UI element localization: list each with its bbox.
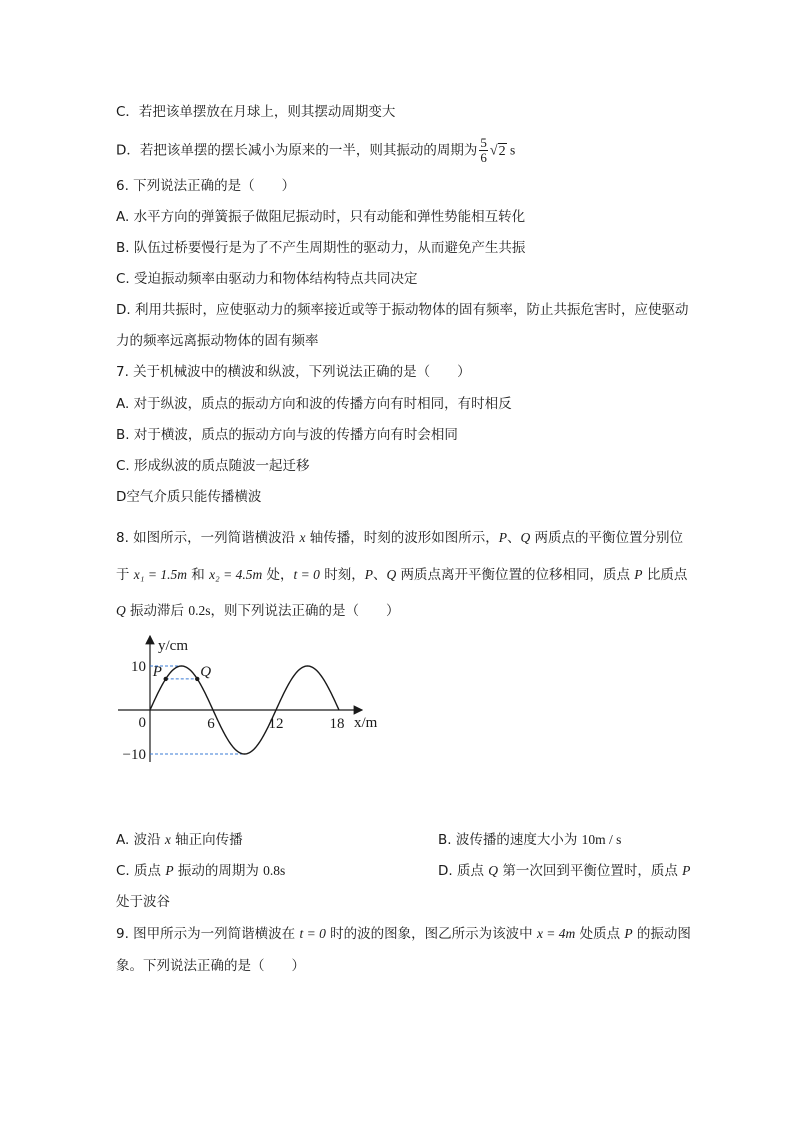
q8-text: 振动滞后 <box>125 603 189 619</box>
q8-stem-line3 <box>116 601 399 621</box>
frac-denominator: 6 <box>480 150 487 165</box>
q5-option-c: C．若把该单摆放在月球上，则其摆动周期变大 <box>116 104 396 120</box>
q6-option-c: C. 受迫振动频率由驱动力和物体结构特点共同决定 <box>116 271 418 287</box>
q8-text: 两质点的平衡位置分别位 <box>530 530 684 546</box>
q8-text: 和 <box>186 567 210 583</box>
origin-label: 0 <box>138 715 146 731</box>
q8-text: 8. 如图所示，一列简谐横波沿 <box>116 530 300 546</box>
q9-t0: t = 0 <box>299 926 326 941</box>
q8-text: 第一次回到平衡位置时，质点 <box>498 863 683 879</box>
q9-stem-line1 <box>116 924 691 944</box>
x-tick-12: 12 <box>268 716 284 732</box>
q8-stem-line1 <box>116 528 683 548</box>
q8-option-a <box>116 830 243 850</box>
q8-text: 、 <box>507 530 521 546</box>
q8-text: ，则下列说法正确的是（ ） <box>210 603 400 619</box>
q5-option-d <box>116 136 515 165</box>
q9-text: 9. 图甲所示为一列简谐横波在 <box>116 926 300 942</box>
q8-period: 0.8s <box>263 863 286 878</box>
q8-var-q: Q <box>386 567 397 582</box>
q8-option-d-line2: 处于波谷 <box>116 894 170 910</box>
q8-text: 时刻， <box>319 567 365 583</box>
point-p <box>164 677 168 681</box>
q6-option-b: B. 队伍过桥要慢行是为了不产生周期性的驱动力，从而避免产生共振 <box>116 240 526 256</box>
q6-stem: 6. 下列说法正确的是（ ） <box>116 178 296 194</box>
q9-text: 的振动图 <box>632 926 691 942</box>
q5-unit: s <box>506 142 516 158</box>
q8-var-p: P <box>165 863 174 878</box>
q8-text: C. 质点 <box>116 863 166 879</box>
q6-option-d-line1: D. 利用共振时，应使驱动力的频率接近或等于振动物体的固有频率，防止共振危害时，应使驱动 <box>116 302 689 318</box>
q8-text: 于 <box>116 567 134 583</box>
q5-fraction <box>479 136 488 165</box>
q8-text: A. 波沿 <box>116 832 165 848</box>
q9-var-p: P <box>624 926 633 941</box>
q8-text: 比质点 <box>642 567 688 583</box>
q8-option-d <box>438 861 690 881</box>
q8-text: 振动的周期为 <box>173 863 264 879</box>
point-q <box>195 677 199 681</box>
q9-stem-line2: 象。下列说法正确的是（ ） <box>116 958 305 974</box>
q8-var-p: P <box>634 567 643 582</box>
q5-sqrt: √2 <box>489 143 506 159</box>
q8-option-b <box>438 830 621 850</box>
q7-option-a: A. 对于纵波，质点的振动方向和波的传播方向有时相同，有时相反 <box>116 396 512 412</box>
q8-var-q: Q <box>488 863 499 878</box>
q8-t0: t = 0 <box>293 567 320 582</box>
q8-text: 处， <box>262 567 294 583</box>
frac-numerator: 5 <box>480 135 487 150</box>
point-q-label: Q <box>200 663 212 680</box>
q8-option-c <box>116 861 285 881</box>
q8-text: 两质点离开平衡位置的位移相同，质点 <box>396 567 635 583</box>
q8-var-x: x <box>299 530 306 545</box>
q8-delay: 0.2s <box>188 603 211 618</box>
q8-text: 轴正向传播 <box>170 832 243 848</box>
q8-stem-line2 <box>116 565 687 585</box>
q9-x: x = 4m <box>536 926 576 941</box>
q8-text: B. 波传播的速度大小为 <box>438 832 582 848</box>
q8-var-p: P <box>682 863 691 878</box>
q6-option-d-line2: 力的频率远离振动物体的固有频率 <box>116 333 319 349</box>
q7-stem: 7. 关于机械波中的横波和纵波，下列说法正确的是（ ） <box>116 364 471 380</box>
q7-option-b: B. 对于横波，质点的振动方向与波的传播方向有时会相同 <box>116 427 458 443</box>
y-tick-neg10: −10 <box>122 747 146 763</box>
q8-var-q: Q <box>520 530 531 545</box>
x-tick-18: 18 <box>329 716 345 732</box>
q7-option-d: D空气介质只能传播横波 <box>116 489 262 505</box>
q7-option-c: C. 形成纵波的质点随波一起迁移 <box>116 458 310 474</box>
q8-x2: x₂ = 4.5m <box>209 567 263 582</box>
q8-var-q: Q <box>116 603 126 618</box>
q8-text: 、 <box>372 567 387 583</box>
y-axis-label: y/cm <box>158 638 188 654</box>
q8-var-p: P <box>498 530 508 545</box>
q5-option-d-text: D．若把该单摆的摆长减小为原来的一半，则其振动的周期为 <box>116 142 478 159</box>
q8-var-x: x <box>164 832 171 847</box>
point-p-label: P <box>152 663 162 680</box>
sqrt-radicand: 2 <box>498 143 506 159</box>
x-axis-label: x/m <box>354 715 378 731</box>
q6-option-a: A. 水平方向的弹簧振子做阻尼振动时，只有动能和弹性势能相互转化 <box>116 209 526 225</box>
wave-figure <box>110 630 400 770</box>
q9-text: 处质点 <box>575 926 625 942</box>
q8-x1: x₁ = 1.5m <box>133 567 187 582</box>
q8-text: D. 质点 <box>438 863 489 879</box>
y-tick-10: 10 <box>131 659 146 675</box>
q8-speed: 10m / s <box>581 832 622 847</box>
q8-var-p: P <box>364 567 373 582</box>
q9-text: 时的波的图象，图乙所示为该波中 <box>325 926 537 942</box>
q8-text: 轴传播，时刻的波形如图所示， <box>305 530 499 546</box>
x-tick-6: 6 <box>207 716 215 732</box>
